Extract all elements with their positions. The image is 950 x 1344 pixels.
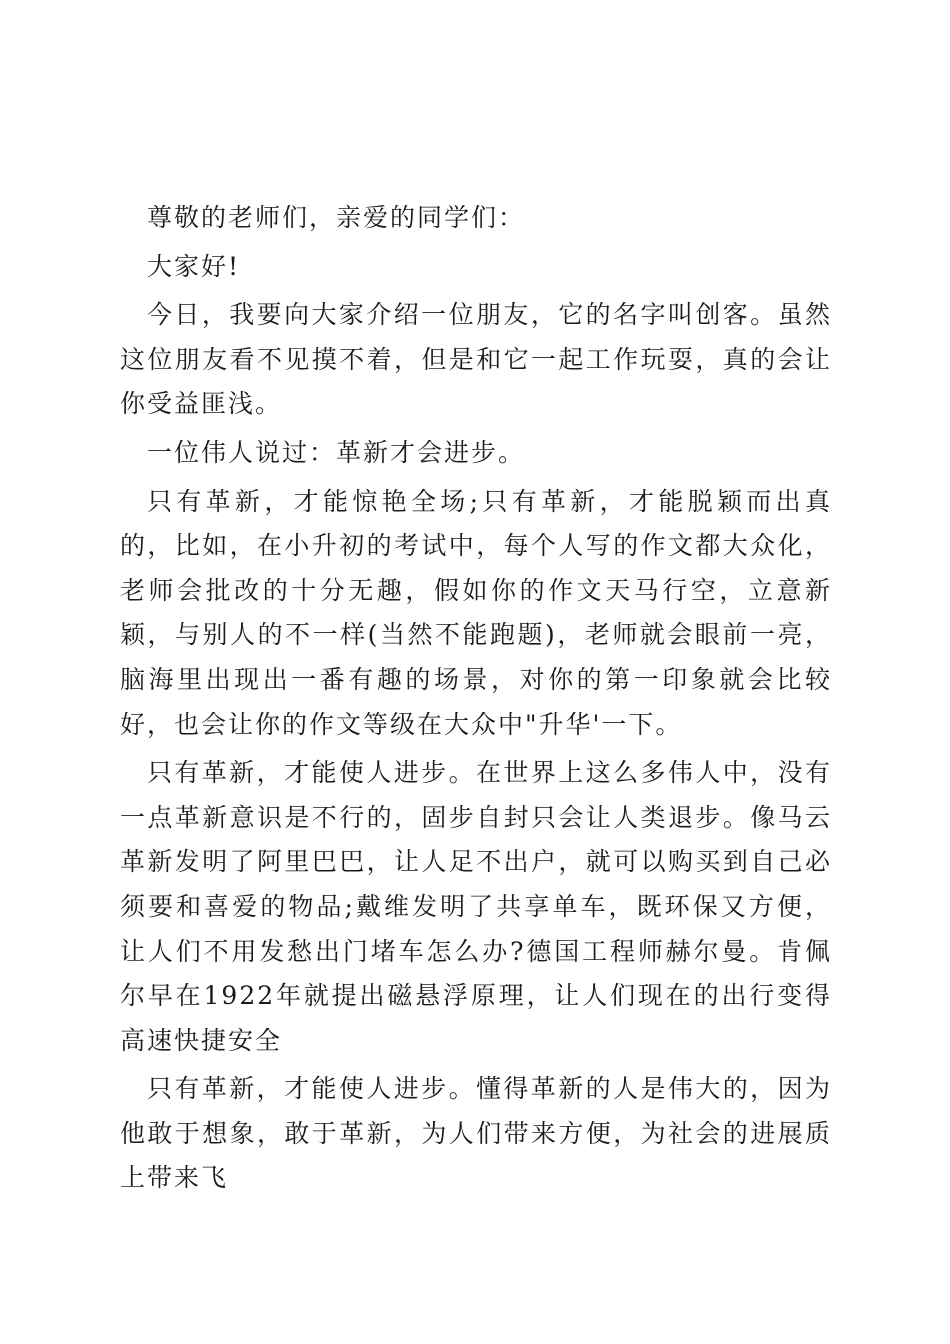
document-body <box>120 196 832 1201</box>
paragraph-example-essay: 只有革新，才能惊艳全场;只有革新，才能脱颖而出真的，比如，在小升初的考试中，每个人写的作文都大众化，老师会批改的十分无趣，假如你的作文天马行空，立意新颖，与别人的不一样(当然不能跑题)，老师就会眼前一亮，脑海里出现出一番有趣的场景，对你的第一印象就会比较好，也会让你的作文等级在大众中"升华'一下。 <box>120 486 832 739</box>
paragraph-example-inventors: 只有革新，才能使人进步。在世界上这么多伟人中，没有一点革新意识是不行的，固步自封只会让人类退步。像马云革新发明了阿里巴巴，让人足不出户，就可以购买到自己必须要和喜爱的物品;戴维发明了共享单车，既环保又方便，让人们不用发愁出门堵车怎么办?德国工程师赫尔曼。肯佩尔早在1922年就提出磁悬浮原理，让人们现在的出行变得高速快捷安全 <box>120 758 832 1055</box>
paragraph-conclusion: 只有革新，才能使人进步。懂得革新的人是伟大的，因为他敢于想象，敢于革新，为人们带来方便，为社会的进展质上带来飞 <box>120 1074 832 1193</box>
paragraph-intro: 今日，我要向大家介绍一位朋友，它的名字叫创客。虽然这位朋友看不见摸不着，但是和它一起工作玩耍，真的会让你受益匪浅。 <box>120 300 832 419</box>
paragraph-quote: 一位伟人说过：革新才会进步。 <box>147 437 526 467</box>
paragraph-hello: 大家好! <box>147 251 241 281</box>
paragraph-greeting: 尊敬的老师们，亲爱的同学们： <box>147 203 526 232</box>
